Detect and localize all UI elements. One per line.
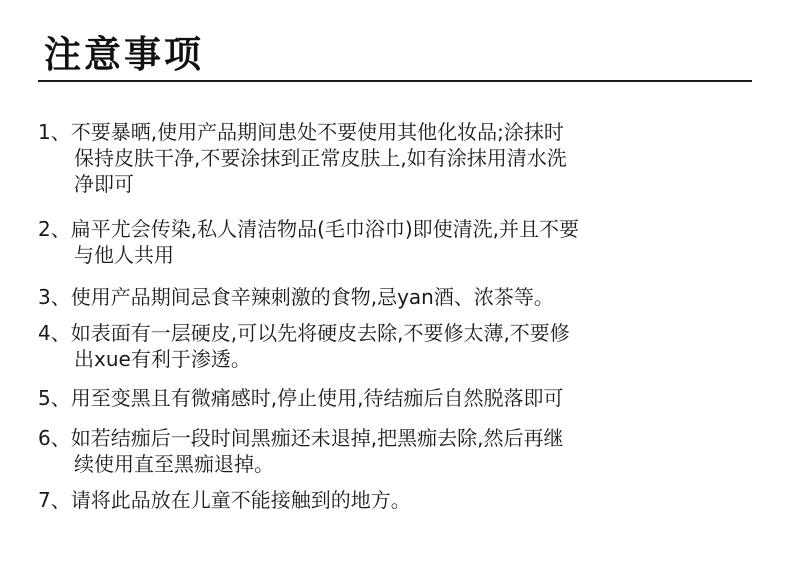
item-4-line-1: 4、如表面有一层硬皮,可以先将硬皮去除,不要修太薄,不要修 [38, 321, 570, 345]
list-item-7 [38, 487, 411, 513]
list-item-1 [38, 119, 567, 197]
list-item-4 [38, 320, 570, 372]
page-title: 注意事项 [44, 33, 204, 76]
item-6-line-1: 6、如若结痂后一段时间黑痂还未退掉,把黑痂去除,然后再继 [38, 426, 564, 450]
item-4-line-2: 出xue有利于渗透。 [74, 347, 251, 371]
list-item-2 [38, 216, 579, 268]
item-1-line-3: 净即可 [74, 172, 134, 196]
list-item-3 [38, 284, 554, 310]
item-1-line-2: 保持皮肤干净,不要涂抹到正常皮肤上,如有涂抹用清水洗 [74, 146, 567, 170]
item-3-line-1: 3、使用产品期间忌食辛辣刺激的食物,忌yan酒、浓茶等。 [38, 285, 554, 309]
item-2-line-1: 2、扁平尤会传染,私人清洁物品(毛巾浴巾)即使清洗,并且不要 [38, 217, 580, 241]
list-item-6 [38, 425, 563, 477]
list-item-5 [38, 385, 563, 411]
title-divider [38, 80, 752, 82]
item-2-line-2: 与他人共用 [74, 243, 174, 267]
item-6-line-2: 续使用直至黑痂退掉。 [74, 452, 274, 476]
item-7-line-1: 7、请将此品放在儿童不能接触到的地方。 [38, 488, 411, 512]
item-1-line-1: 1、不要暴晒,使用产品期间患处不要使用其他化妆品;涂抹时 [38, 120, 564, 144]
item-5-line-1: 5、用至变黑且有微痛感时,停止使用,待结痂后自然脱落即可 [38, 386, 564, 410]
